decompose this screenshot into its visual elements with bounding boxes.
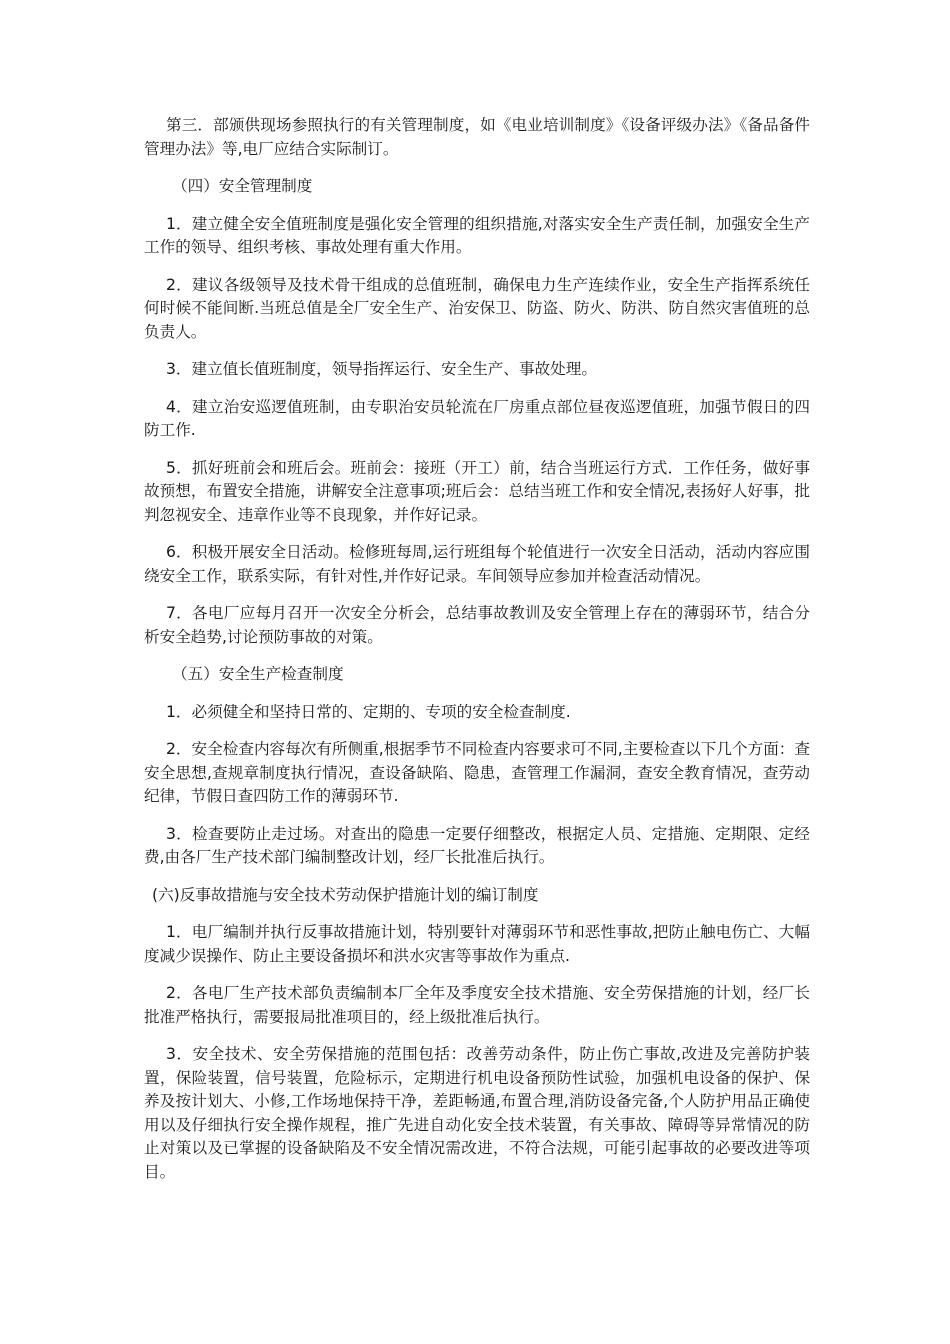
paragraph-intro: 第三．部颁供现场参照执行的有关管理制度，如《电业培训制度》《设备评级办法》《备品备件管理办法》等,电厂应结合实际制订。 xyxy=(144,116,810,158)
section-heading-5: （五）安全生产检查制度 xyxy=(172,665,344,683)
section-heading-6: (六)反事故措施与安全技术劳动保护措施计划的编订制度 xyxy=(152,885,539,904)
paragraph-4-2: 2．建议各级领导及技术骨干组成的总值班制，确保电力生产连续作业，安全生产指挥系统任何时候不能间断.当班总值是全厂安全生产、治安保卫、防盗、防火、防洪、防自然灾害值班的总负责人。 xyxy=(144,275,810,341)
paragraph-6-2: 2．各电厂生产技术部负责编制本厂全年及季度安全技术措施、安全劳保措施的计划，经厂长批准严格执行，需要报局批准项目的，经上级批准后执行。 xyxy=(144,984,810,1026)
paragraph-5-1: 1．必须健全和坚持日常的、定期的、专项的安全检查制度. xyxy=(166,702,571,721)
paragraph-4-4: 4．建立治安巡逻值班制，由专职治安员轮流在厂房重点部位昼夜巡逻值班，加强节假日的四防工作. xyxy=(144,397,810,439)
paragraph-4-3: 3．建立值长值班制度，领导指挥运行、安全生产、事故处理。 xyxy=(166,360,597,378)
document-page xyxy=(144,114,810,1198)
paragraph-5-2: 2．安全检查内容每次有所侧重,根据季节不同检查内容要求可不同,主要检查以下几个方面：查安全思想,查规章制度执行情况，查设备缺陷、隐患，查管理工作漏洞，查安全教育情况，查劳动纪律，节假日查四防工作的薄弱环节. xyxy=(144,740,810,805)
paragraph-5-3: 3．检查要防止走过场。对查出的隐患一定要仔细整改，根据定人员、定措施、定期限、定经费,由各厂生产技术部门编制整改计划，经厂长批准后执行。 xyxy=(144,824,810,866)
paragraph-4-5: 5．抓好班前会和班后会。班前会：接班（开工）前，结合当班运行方式．工作任务，做好事故预想，布置安全措施，讲解安全注意事项;班后会：总结当班工作和安全情况,表扬好人好事，批判忽视安全、违章作业等不良现象，并作好记录。 xyxy=(144,458,810,524)
paragraph-4-1: 1．建立健全安全值班制度是强化安全管理的组织措施,对落实安全生产责任制，加强安全生产工作的领导、组织考核、事故处理有重大作用。 xyxy=(144,214,810,256)
paragraph-4-6: 6．积极开展安全日活动。检修班每周,运行班组每个轮值进行一次安全日活动，活动内容应围绕安全工作，联系实际，有针对性,并作好记录。车间领导应参加并检查活动情况。 xyxy=(144,543,810,585)
section-heading-4: （四）安全管理制度 xyxy=(172,177,313,195)
paragraph-6-3: 3．安全技术、安全劳保措施的范围包括：改善劳动条件，防止伤亡事故,改进及完善防护装置，保险装置，信号装置，危险标示，定期进行机电设备预防性试验，加强机电设备的保护、保养及按计划大、小修,工作场地保持干净，差距畅通,布置合理,消防设备完备,个人防护用品正确使用以及仔细执行安全操作规程，推广先进自动化安全技术装置，有关事故、障碍等异常情况的防止对策以及已掌握的设备缺陷及不安全情况需改进，不符合法规，可能引起事故的必要改进等项目。 xyxy=(144,1045,810,1181)
paragraph-6-1: 1．电厂编制并执行反事故措施计划，特别要针对薄弱环节和恶性事故,把防止触电伤亡、大幅度减少误操作、防止主要设备损坏和洪水灾害等事故作为重点. xyxy=(144,923,810,965)
paragraph-4-7: 7．各电厂应每月召开一次安全分析会，总结事故教训及安全管理上存在的薄弱环节，结合分析安全趋势,讨论预防事故的对策。 xyxy=(144,604,810,646)
